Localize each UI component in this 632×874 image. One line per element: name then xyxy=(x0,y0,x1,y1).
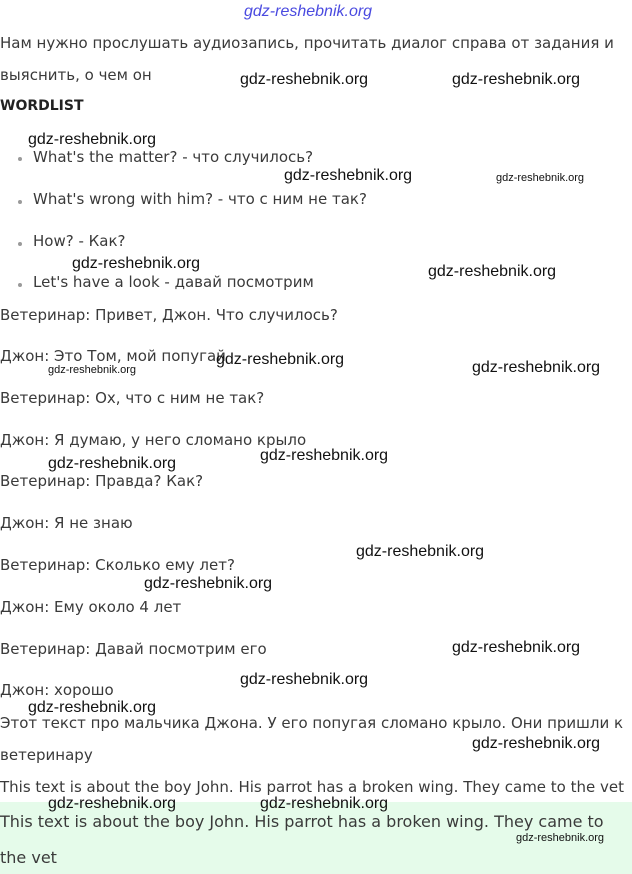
answer-line-2: the vet xyxy=(0,848,57,867)
intro-line-2: выяснить, о чем он xyxy=(0,66,152,84)
watermark: gdz-reshebnik.org xyxy=(240,671,369,688)
intro-line-1: Нам нужно прослушать аудиозапись, прочитать диалог справа от задания и xyxy=(0,34,614,52)
watermark: gdz-reshebnik.org xyxy=(428,263,557,280)
dialogue-line: Ветеринар: Правда? Как? xyxy=(0,472,204,490)
watermark: gdz-reshebnik.org xyxy=(452,71,581,88)
dialogue-line: Ветеринар: Давай посмотрим его xyxy=(0,640,267,658)
watermark: gdz-reshebnik.org xyxy=(48,455,177,472)
watermark: gdz-reshebnik.org xyxy=(28,131,157,148)
bullet-dot xyxy=(18,283,22,287)
dialogue-line: Джон: Ему около 4 лет xyxy=(0,598,182,616)
dialogue-line: Ветеринар: Ох, что с ним не так? xyxy=(0,389,265,407)
wordlist-item: How? - Как? xyxy=(33,232,126,250)
bullet-dot xyxy=(18,242,22,246)
watermark: gdz-reshebnik.org xyxy=(216,351,345,368)
watermark: gdz-reshebnik.org xyxy=(452,639,581,656)
wordlist-item: What's wrong with him? - что с ним не так? xyxy=(33,190,367,208)
watermark: gdz-reshebnik.org xyxy=(356,543,485,560)
watermark: gdz-reshebnik.org xyxy=(144,575,273,592)
top-watermark: gdz-reshebnik.org xyxy=(244,3,373,20)
dialogue-line: Ветеринар: Сколько ему лет? xyxy=(0,556,235,574)
watermark: gdz-reshebnik.org xyxy=(496,172,585,184)
watermark: gdz-reshebnik.org xyxy=(260,447,389,464)
bullet-dot xyxy=(18,157,22,161)
bullet-dot xyxy=(18,200,22,204)
watermark: gdz-reshebnik.org xyxy=(516,832,605,844)
wordlist-item: What's the matter? - что случилось? xyxy=(33,148,314,166)
dialogue-line: Джон: Я не знаю xyxy=(0,514,133,532)
watermark: gdz-reshebnik.org xyxy=(472,359,601,376)
watermark: gdz-reshebnik.org xyxy=(472,735,601,752)
dialogue-line: Джон: Это Том, мой попугай xyxy=(0,347,226,365)
wordlist-heading: WORDLIST xyxy=(0,98,84,114)
summary-en: This text is about the boy John. His parrot has a broken wing. They came to the vet xyxy=(0,778,625,796)
watermark: gdz-reshebnik.org xyxy=(48,364,137,376)
watermark: gdz-reshebnik.org xyxy=(260,795,389,812)
summary-ru-line-2: ветеринару xyxy=(0,746,93,764)
dialogue-line: Джон: хорошо xyxy=(0,681,114,699)
answer-line-1: This text is about the boy John. His parrot has a broken wing. They came to xyxy=(0,812,604,831)
dialogue-line: Джон: Я думаю, у него сломано крыло xyxy=(0,431,307,449)
wordlist-item: Let's have a look - давай посмотрим xyxy=(33,273,314,291)
watermark: gdz-reshebnik.org xyxy=(284,167,413,184)
watermark: gdz-reshebnik.org xyxy=(28,699,157,716)
watermark: gdz-reshebnik.org xyxy=(72,255,201,272)
watermark: gdz-reshebnik.org xyxy=(240,71,369,88)
summary-ru-line-1: Этот текст про мальчика Джона. У его попугая сломано крыло. Они пришли к xyxy=(0,714,624,732)
dialogue-line: Ветеринар: Привет, Джон. Что случилось? xyxy=(0,306,338,324)
watermark: gdz-reshebnik.org xyxy=(48,795,177,812)
